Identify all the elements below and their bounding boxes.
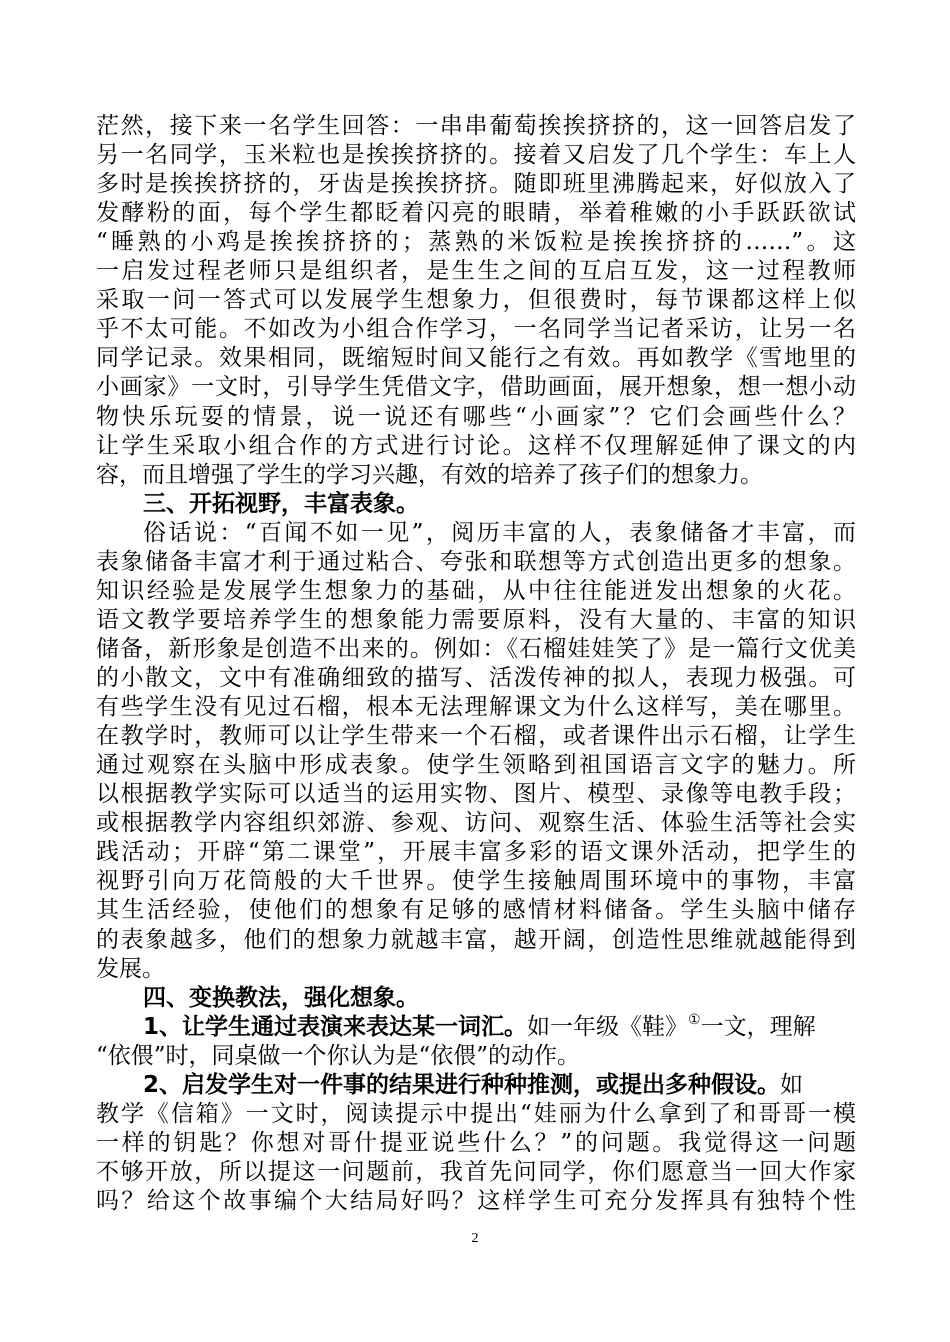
paragraph-line: 发展。 [96, 956, 165, 982]
list-item-1-text-b: 一文，理解 [700, 1014, 816, 1040]
paragraph-line: 践活动；开辟“第二课堂”，开展丰富多彩的语文课外活动，把学生的 [96, 839, 856, 865]
paragraph-line: 另一名同学，玉米粒也是挨挨挤挤的。接着又启发了几个学生：车上人 [96, 142, 856, 168]
section-heading-3: 三、开拓视野，丰富表象。 [143, 491, 419, 517]
paragraph-line: 俗话说：“百闻不如一见”，阅历丰富的人，表象储备才丰富，而 [143, 520, 856, 546]
paragraph-line: 的小散文，文中有准确细致的描写、活泼传神的拟人，表现力极强。可 [96, 665, 856, 691]
paragraph-line: 的表象越多，他们的想象力就越丰富，越开阔，创造性思维就越能得到 [96, 927, 856, 953]
page-number: 2 [471, 1231, 479, 1246]
section-heading-4: 四、变换教法，强化想象。 [143, 985, 419, 1011]
paragraph-line: 表象储备丰富才利于通过粘合、夸张和联想等方式创造出更多的想象。 [96, 549, 856, 575]
paragraph-line: 其生活经验，使他们的想象有足够的感情材料储备。学生头脑中储存 [96, 897, 856, 923]
paragraph-line: 一启发过程老师只是组织者，是生生之间的互启互发，这一过程教师 [96, 258, 856, 284]
paragraph-line: “依偎”时，同桌做一个你认为是“依偎”的动作。 [96, 1043, 581, 1069]
paragraph-line: 在教学时，教师可以让学生带来一个石榴，或者课件出示石榴，让学生 [96, 723, 856, 749]
paragraph-line: 以根据教学实际可以适当的运用实物、图片、模型、录像等电教手段； [96, 781, 856, 807]
paragraph-line: 茫然，接下来一名学生回答：一串串葡萄挨挨挤挤的，这一回答启发了 [96, 113, 856, 139]
list-item-2-text-a: 如 [780, 1072, 804, 1098]
paragraph-line: 通过观察在头脑中形成表象。使学生领略到祖国语言文字的魅力。所 [96, 752, 856, 778]
list-item-1-text-a: 如一年级《鞋》 [527, 1014, 689, 1040]
paragraph-line: 乎不太可能。不如改为小组合作学习，一名同学当记者采访，让另一名 [96, 316, 856, 342]
paragraph-line: 教学《信箱》一文时，阅读提示中提出“娃丽为什么拿到了和哥哥一模 [96, 1101, 856, 1127]
paragraph-line: 吗？给这个故事编个大结局好吗？这样学生可充分发挥具有独特个性 [96, 1188, 856, 1214]
paragraph-line: 多时是挨挨挤挤的，牙齿是挨挨挤挤。随即班里沸腾起来，好似放入了 [96, 171, 856, 197]
list-item-1-lead: 1、让学生通过表演来表达某一词汇。 [143, 1014, 528, 1040]
paragraph-line: “睡熟的小鸡是挨挨挤挤的；蒸熟的米饭粒是挨挨挤挤的……”。这 [96, 229, 856, 255]
paragraph-line: 储备，新形象是创造不出来的。例如：《石榴娃娃笑了》是一篇行文优美 [96, 636, 856, 662]
list-item-2-lead: 2、启发学生对一件事的结果进行种种推测，或提出多种假设。 [143, 1072, 781, 1098]
paragraph-line: 或根据教学内容组织郊游、参观、访问、观察生活、体验生活等社会实 [96, 810, 856, 836]
paragraph-line: 不够开放，所以提这一问题前，我首先问同学，你们愿意当一回大作家 [96, 1159, 856, 1185]
paragraph-line: 发酵粉的面，每个学生都眨着闪亮的眼睛，举着稚嫩的小手跃跃欲试 [96, 200, 856, 226]
paragraph-line: 有些学生没有见过石榴，根本无法理解课文为什么这样写，美在哪里。 [96, 694, 856, 720]
footnote-marker: ① [688, 1012, 701, 1028]
paragraph-line: 一样的钥匙？你想对哥什提亚说些什么？”的问题。我觉得这一问题 [96, 1130, 856, 1156]
paragraph-line: 容，而且增强了学生的学习兴趣，有效的培养了孩子们的想象力。 [96, 462, 763, 488]
paragraph-line: 让学生采取小组合作的方式进行讨论。这样不仅理解延伸了课文的内 [96, 433, 856, 459]
paragraph-line: 同学记录。效果相同，既缩短时间又能行之有效。再如教学《雪地里的 [96, 345, 856, 371]
paragraph-line: 小画家》一文时，引导学生凭借文字，借助画面，展开想象，想一想小动 [96, 374, 856, 400]
paragraph-line: 物快乐玩耍的情景，说一说还有哪些“小画家”？它们会画些什么？ [96, 404, 856, 430]
paragraph-line: 知识经验是发展学生想象力的基础，从中往往能迸发出想象的火花。 [96, 578, 856, 604]
paragraph-line: 采取一问一答式可以发展学生想象力，但很费时，每节课都这样上似 [96, 287, 856, 313]
paragraph-line: 语文教学要培养学生的想象能力需要原料，没有大量的、丰富的知识 [96, 607, 856, 633]
paragraph-line: 视野引向万花筒般的大千世界。使学生接触周围环境中的事物，丰富 [96, 868, 856, 894]
